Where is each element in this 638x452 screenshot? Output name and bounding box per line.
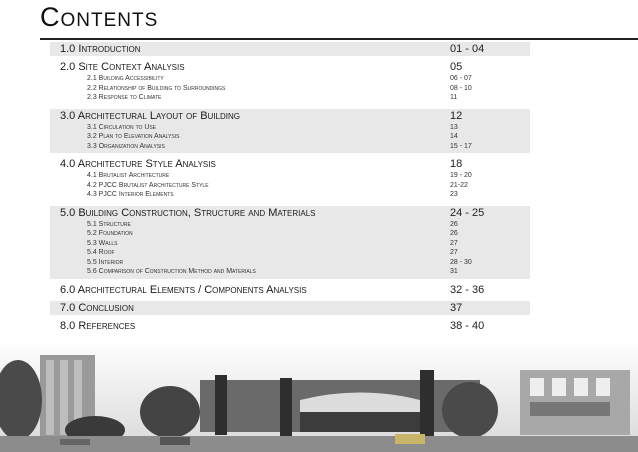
toc-subheading-pages: 13: [450, 123, 458, 131]
toc-sub-row: [50, 171, 530, 181]
toc-heading-row: [50, 42, 530, 56]
toc-subheading-pages: 28 - 30: [450, 258, 472, 266]
toc-sub-row: [50, 248, 530, 258]
toc-heading-row: [50, 319, 530, 333]
toc-subheading: 5.3 Walls: [87, 239, 118, 247]
toc-sub-row: [50, 132, 530, 142]
toc-subheading: 5.2 Foundation: [87, 230, 133, 237]
toc-subheading: 2.3 Response to Climate: [87, 94, 162, 101]
toc-subheading-pages: 23: [450, 191, 458, 198]
toc-subheading-pages: 27: [450, 249, 458, 256]
toc-heading: 7.0 Conclusion: [60, 301, 134, 314]
toc-sub-row: [50, 74, 530, 84]
toc-subheading: 4.1 Brutalist Architecture: [87, 172, 170, 179]
toc-subheading-pages: 26: [450, 230, 458, 237]
toc-section: [50, 42, 530, 56]
table-of-contents: [50, 42, 530, 337]
toc-heading-pages: 12: [450, 109, 463, 122]
toc-subheading: 5.6 Comparison of Construction Method and Materials: [87, 268, 256, 275]
toc-sub-row: [50, 239, 530, 249]
toc-subheading: 2.2 Relationship of Building to Surroundings: [87, 84, 226, 92]
toc-heading-pages: 38 - 40: [450, 319, 485, 332]
toc-sub-row: [50, 123, 530, 133]
building-photo: [0, 340, 638, 452]
toc-section: [50, 283, 530, 297]
toc-heading-row: [50, 60, 530, 74]
toc-section: [50, 301, 530, 315]
toc-heading-row: [50, 301, 530, 315]
toc-sub-row: [50, 267, 530, 277]
toc-sub-row: [50, 93, 530, 103]
toc-heading: 3.0 Architectural Layout of Building: [60, 109, 241, 122]
toc-subheading: 3.2 Plan to Elevation Analysis: [87, 133, 180, 140]
toc-heading-pages: 24 - 25: [450, 206, 485, 219]
toc-sub-row: [50, 229, 530, 239]
toc-subheading: 4.2 PJCC Brutalist Architecture Style: [87, 181, 209, 189]
toc-subheading-pages: 27: [450, 239, 458, 247]
toc-section: [50, 206, 530, 279]
toc-heading-row: [50, 157, 530, 171]
toc-subheading-pages: 26: [450, 220, 458, 228]
toc-sub-row: [50, 258, 530, 268]
toc-subheading: 5.4 Roof: [87, 249, 115, 256]
toc-heading: 6.0 Architectural Elements / Components Analysis: [60, 283, 307, 296]
toc-sub-row: [50, 181, 530, 191]
toc-section: [50, 60, 530, 105]
toc-heading-pages: 32 - 36: [450, 283, 485, 296]
toc-heading-pages: 18: [450, 158, 463, 170]
toc-subheading: 3.3 Organization Analysis: [87, 142, 165, 150]
toc-sub-row: [50, 84, 530, 94]
title-rule: [40, 38, 638, 40]
toc-sub-row: [50, 220, 530, 230]
page-title: Contents: [40, 2, 159, 32]
toc-section: [50, 157, 530, 202]
toc-subheading: 5.5 Interior: [87, 258, 124, 266]
toc-heading: 1.0 Introduction: [60, 43, 141, 55]
toc-heading: 5.0 Building Construction, Structure and Materials: [60, 206, 316, 219]
toc-subheading-pages: 15 - 17: [450, 142, 472, 150]
toc-subheading-pages: 11: [450, 94, 458, 101]
toc-heading-row: [50, 109, 530, 123]
toc-section: [50, 319, 530, 333]
toc-heading: 4.0 Architecture Style Analysis: [60, 158, 216, 170]
toc-subheading-pages: 31: [450, 268, 458, 275]
toc-heading-pages: 01 - 04: [450, 43, 485, 55]
toc-subheading: 4.3 PJCC Interior Elements: [87, 191, 174, 198]
toc-subheading: 5.1 Structure: [87, 220, 131, 228]
toc-subheading-pages: 06 - 07: [450, 75, 472, 82]
toc-heading-row: [50, 206, 530, 220]
toc-subheading-pages: 21-22: [450, 181, 468, 189]
toc-sub-row: [50, 190, 530, 200]
toc-subheading-pages: 14: [450, 133, 458, 140]
toc-heading-pages: 37: [450, 301, 463, 314]
toc-sub-row: [50, 142, 530, 152]
toc-heading-pages: 05: [450, 61, 463, 73]
toc-section: [50, 109, 530, 154]
toc-subheading-pages: 08 - 10: [450, 84, 472, 92]
toc-subheading: 2.1 Building Accessibility: [87, 75, 164, 82]
toc-heading: 2.0 Site Context Analysis: [60, 61, 185, 73]
toc-heading-row: [50, 283, 530, 297]
toc-subheading: 3.1 Circulation to Use: [87, 123, 157, 131]
toc-heading: 8.0 References: [60, 319, 136, 332]
toc-subheading-pages: 19 - 20: [450, 172, 472, 179]
